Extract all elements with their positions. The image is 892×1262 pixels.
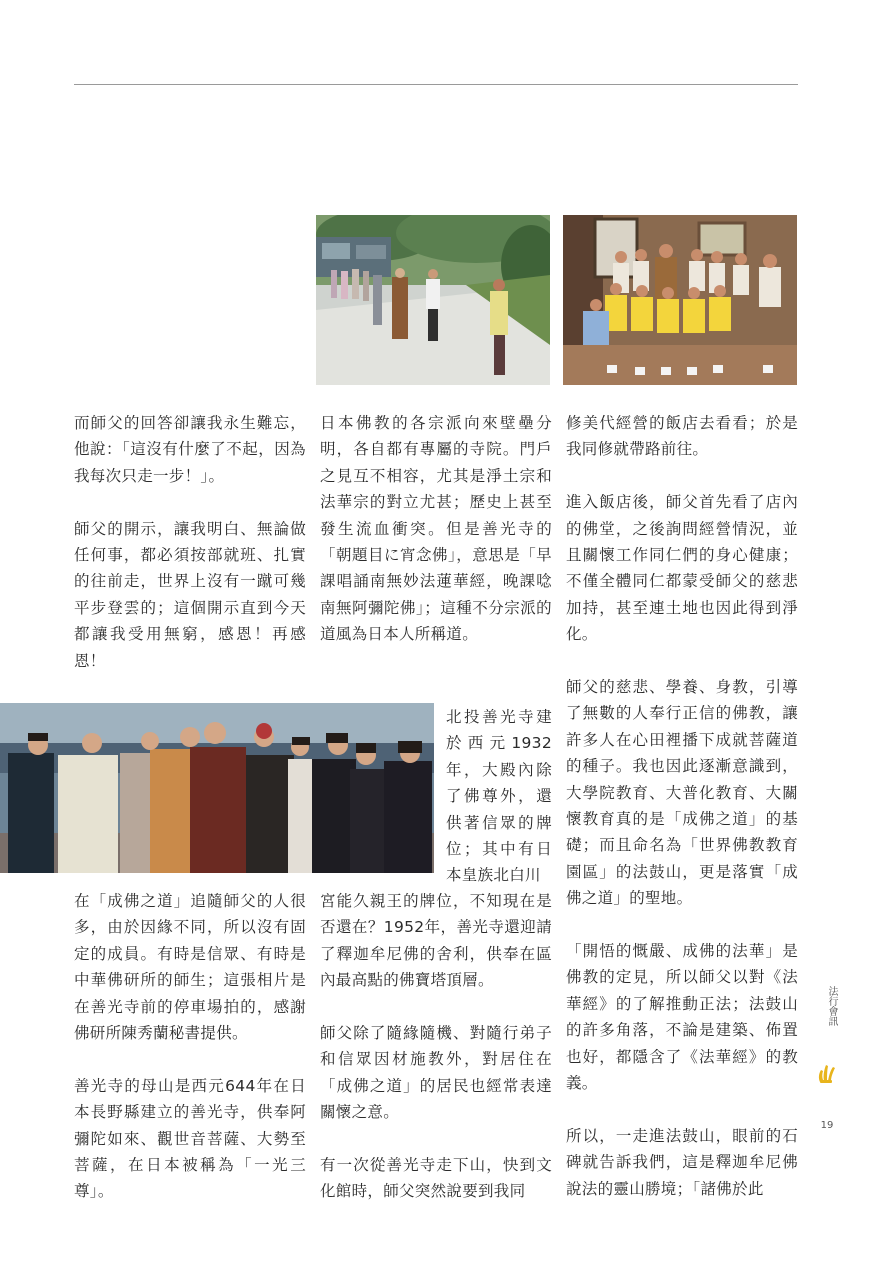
paragraph: 進入飯店後，師父首先看了店內的佛堂，之後詢問經營情況，並且關懷工作同仁們的身心健康；不僅全體同仁都蒙受師父的慈悲加持，甚至連土地也因此得到淨化。 bbox=[566, 493, 798, 644]
column-2-bottom bbox=[320, 888, 552, 1205]
paragraph: 北投善光寺建於西元1932年，大殿內除了佛尊外，還供著信眾的牌位；其中有日本皇族北白川 bbox=[446, 708, 552, 885]
paragraph: 善光寺的母山是西元644年在日本長野縣建立的善光寺，供奉阿彌陀如來、觀世音菩薩、大勢至菩薩，在日本被稱為「一光三尊」。 bbox=[74, 1076, 306, 1201]
paragraph: 宮能久親王的牌位，不知現在是否還在？1952年，善光寺還迎請了釋迦牟尼佛的舍利，供奉在區內最高點的佛寶塔頂層。 bbox=[320, 892, 552, 990]
column-3 bbox=[566, 410, 798, 1202]
paragraph: 師父的慈悲、學養、身教，引導了無數的人奉行正信的佛教，讓許多人在心田裡播下成就菩薩道的種子。我也因此逐漸意識到，大學院教育、大普化教育、大關懷教育真的是「成佛之道」的基礎；而且命名為「世界佛教教育園區」的法鼓山，更是落實「成佛之道」的聖地。 bbox=[566, 678, 798, 908]
paragraph: 師父的開示，讓我明白、無論做任何事，都必須按部就班、扎實的往前走，世界上沒有一蹴可幾平步登雲的；這個開示直到今天都讓我受用無窮，感恩！再感恩！ bbox=[74, 519, 306, 670]
paragraph: 修美代經營的飯店去看看；於是我同修就帶路前往。 bbox=[566, 414, 798, 459]
paragraph: 日本佛教的各宗派向來壁壘分明，各自都有專屬的寺院。門戶之見互不相容，尤其是淨土宗和法華宗的對立尤甚；歷史上甚至發生流血衝突。但是善光寺的「朝題目に宵念佛」，意思是「早課唱誦南無妙法蓮華經，晚課唸南無阿彌陀佛」；這種不分宗派的道風為日本人所稱道。 bbox=[320, 414, 552, 644]
hand-icon bbox=[816, 1062, 838, 1084]
column-1-bottom bbox=[74, 888, 306, 1205]
photo-caption: 在「成佛之道」追隨師父的人很多，由於因緣不同，所以沒有固定的成員。有時是信眾、有時是中華佛研所的師生；這張相片是在善光寺前的停車場拍的，感謝佛研所陳秀蘭秘書提供。 bbox=[74, 892, 306, 1043]
paragraph: 所以，一走進法鼓山，眼前的石碑就告訴我們，這是釋迦牟尼佛說法的靈山勝境；「諸佛於此 bbox=[566, 1126, 798, 1198]
publication-label: 法行會訊 bbox=[826, 986, 837, 1026]
paragraph: 「開悟的慨嚴、成佛的法華」是佛教的定見，所以師父以對《法華經》的了解推動正法；法鼓山的許多角落，不論是建築、佈置也好，都隱含了《法華經》的教義。 bbox=[566, 942, 798, 1093]
paragraph: 師父除了隨緣隨機、對隨行弟子和信眾因材施教外，對居住在「成佛之道」的居民也經常表達關懷之意。 bbox=[320, 1024, 552, 1122]
group-photo bbox=[0, 703, 434, 873]
page-number: 19 bbox=[820, 1120, 834, 1131]
paragraph: 而師父的回答卻讓我永生難忘，他說：「這沒有什麼了不起，因為我每次只走一步！」。 bbox=[74, 414, 306, 485]
column-2-top bbox=[320, 410, 552, 648]
paragraph: 有一次從善光寺走下山，快到文化館時，師父突然說要到我同 bbox=[320, 1156, 552, 1201]
column-2-wrap bbox=[446, 704, 552, 889]
header-rule bbox=[74, 84, 798, 85]
walk-photo bbox=[316, 215, 550, 385]
column-1-top bbox=[74, 410, 306, 674]
restaurant-photo bbox=[563, 215, 797, 385]
